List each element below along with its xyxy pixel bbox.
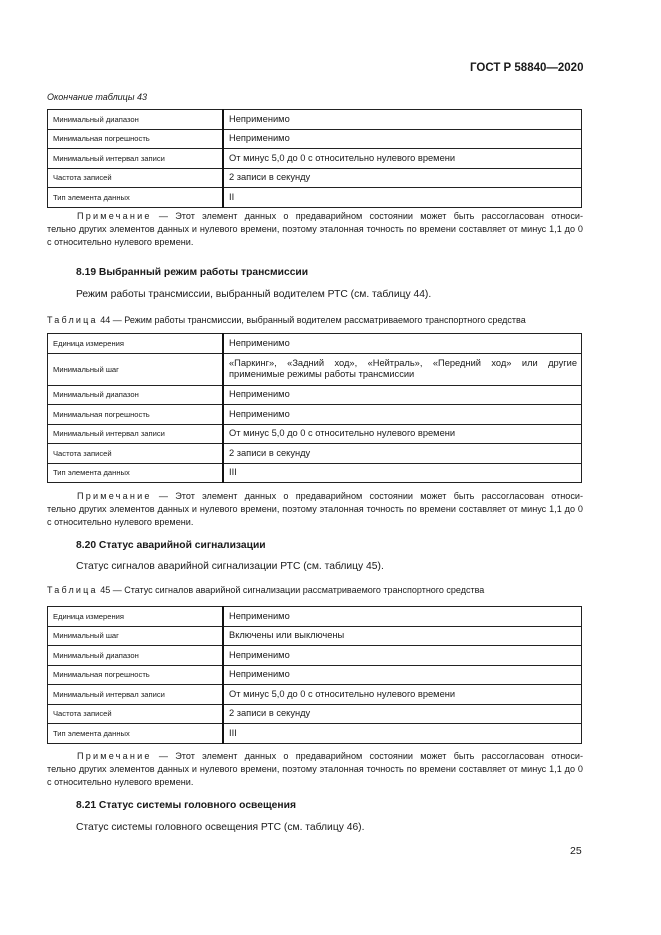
table-45 bbox=[47, 606, 582, 744]
table-45-caption: Таблица 45 — Статус сигналов аварийной сигнализации рассматриваемого транспортного средства bbox=[47, 585, 485, 595]
table-row: Частота записей 2 записи в секунду bbox=[48, 704, 582, 724]
section-8-20-heading: 8.20 Статус аварийной сигнализации bbox=[76, 540, 266, 551]
table-row: Минимальный интервал записи От минус 5,0 до 0 с относительно нулевого времени bbox=[48, 424, 582, 444]
table-row: Минимальная погрешность Неприменимо bbox=[48, 405, 582, 425]
table-row: Минимальный диапазон Неприменимо bbox=[48, 110, 582, 130]
table-row: Минимальный шаг «Паркинг», «Задний ход», «Нейтраль», «Передний ход» или другие применимые режимы работы трансмиссии bbox=[48, 353, 582, 385]
table-row: Минимальный диапазон Неприменимо bbox=[48, 646, 582, 666]
table-row: Тип элемента данных III bbox=[48, 724, 582, 744]
table-row: Минимальный шаг Включены или выключены bbox=[48, 626, 582, 646]
table-row: Тип элемента данных II bbox=[48, 188, 582, 208]
table-row: Минимальный интервал записи От минус 5,0 до 0 с относительно нулевого времени bbox=[48, 685, 582, 705]
table-row: Минимальный диапазон Неприменимо bbox=[48, 385, 582, 405]
table-row: Минимальная погрешность Неприменимо bbox=[48, 129, 582, 149]
note-table-45: Примечание — Этот элемент данных о предаварийном состоянии может быть рассогласован относи- тельно других элементов данных и нулевого времени, поэтому эталонная точность по времени составляет от минус 1,1 до 0 с относительно нулевого времени. bbox=[47, 751, 583, 787]
document-id: ГОСТ Р 58840—2020 bbox=[470, 62, 584, 74]
page-number: 25 bbox=[570, 845, 582, 857]
table-row: Минимальный интервал записи От минус 5,0 до 0 с относительно нулевого времени bbox=[48, 149, 582, 169]
section-8-21-paragraph: Статус системы головного освещения РТС (см. таблицу 46). bbox=[76, 822, 365, 833]
section-8-19-paragraph: Режим работы трансмиссии, выбранный водителем РТС (см. таблицу 44). bbox=[76, 289, 432, 300]
table-row: Частота записей 2 записи в секунду bbox=[48, 168, 582, 188]
table-44-caption: Таблица 44 — Режим работы трансмиссии, выбранный водителем рассматриваемого транспортного средства bbox=[47, 315, 526, 325]
note-table-44: Примечание — Этот элемент данных о предаварийном состоянии может быть рассогласован относи- тельно других элементов данных и нулевого времени, поэтому эталонная точность по времени составляет от минус 1,1 до 0 с относительно нулевого времени. bbox=[47, 491, 583, 527]
section-8-21-heading: 8.21 Статус системы головного освещения bbox=[76, 800, 296, 811]
section-8-19-heading: 8.19 Выбранный режим работы трансмиссии bbox=[76, 267, 309, 278]
table-row: Частота записей 2 записи в секунду bbox=[48, 444, 582, 464]
table-row: Единица измерения Неприменимо bbox=[48, 334, 582, 354]
table-row: Минимальная погрешность Неприменимо bbox=[48, 665, 582, 685]
note-table-43: Примечание — Этот элемент данных о предаварийном состоянии может быть рассогласован относи- тельно других элементов данных и нулевого времени, поэтому эталонная точность по времени составляет от минус 1,1 до 0 с относительно нулевого времени. bbox=[47, 211, 583, 247]
table-row: Тип элемента данных III bbox=[48, 463, 582, 483]
table-43 bbox=[47, 109, 582, 208]
section-8-20-paragraph: Статус сигналов аварийной сигнализации РТС (см. таблицу 45). bbox=[76, 561, 384, 572]
table-row: Единица измерения Неприменимо bbox=[48, 607, 582, 627]
table-44 bbox=[47, 333, 582, 483]
table-43-continuation-caption: Окончание таблицы 43 bbox=[47, 92, 147, 102]
